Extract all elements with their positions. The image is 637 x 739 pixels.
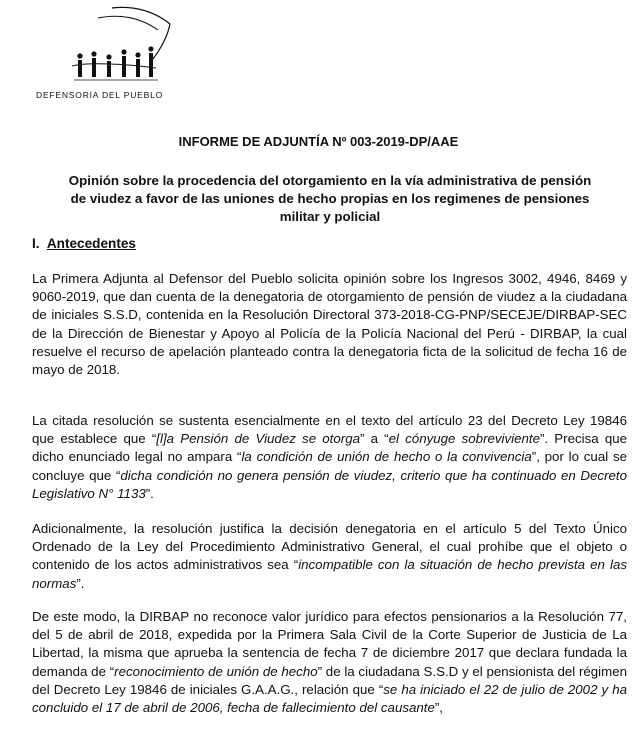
quoted-text: [l]a Pensión de Viudez se otorga (156, 431, 360, 447)
paragraph-text: ”, por lo cual se concluye que “ (32, 449, 627, 483)
paragraph-3 (32, 520, 627, 593)
quoted-text: la condición de unión de hecho o la convivencia (241, 449, 532, 465)
paragraph-1 (32, 270, 627, 379)
quoted-text: el cónyuge sobreviviente (388, 431, 540, 447)
paragraph-2 (32, 412, 627, 503)
report-subtitle: Opinión sobre la procedencia del otorgamiento en la vía administrativa de pensión de viudez a favor de las uniones de hecho propias en los regimenes de pensiones militar y policial (68, 173, 592, 224)
section-heading (32, 236, 136, 251)
paragraph-text: La citada resolución se sustenta esencialmente en el texto del artículo 23 del Decreto Ley 19846 que establece que “ (32, 413, 627, 447)
quoted-text: reconocimiento de unión de hecho (114, 663, 318, 679)
paragraph-text: ”, (434, 700, 443, 716)
report-title: INFORME DE ADJUNTÍA Nº 003-2019-DP/AAE (178, 134, 459, 149)
quoted-text: dicha condición no genera pensión de viudez, criterio que ha continuado en Decreto Legislativo N° 1133 (32, 467, 627, 501)
paragraph-text: ”. (76, 575, 85, 591)
paragraph-4 (32, 608, 627, 717)
defensoria-logo (36, 4, 176, 104)
paragraph-text: De este modo, la DIRBAP no reconoce valor jurídico para efectos pensionarios a la Resolución 77, del 5 de abril de 2018, expedida por la Primera Sala Civil de la Corte Superior de Justicia de La Libertad, la misma que aprueba la sentencia de fecha 7 de diciembre 2017 que declara fundada la demanda de “ (32, 609, 627, 679)
paragraph-text: La Primera Adjunta al Defensor del Pueblo solicita opinión sobre los Ingresos 3002, 4946, 8469 y 9060-2019, que dan cuenta de la denegatoria de otorgamiento de pensión de viudez a la ciudadana de iniciales S.S.D, contenida en la Resolución Directoral 373-2018-CG-PNP/SECEJE/DIRBAP-SEC de la Dirección de Bienestar y Apoyo al Policía de la Policía Nacional del Perú - DIRBAP, la cual resuelve el recurso de apelación planteado contra la denegatoria ficta de la solicitud de fecha 16 de mayo de 2018. (32, 271, 627, 378)
organization-name: DEFENSORIA DEL PUEBLO (36, 90, 164, 100)
quoted-text: incompatible con la situación de hecho prevista en las normas (32, 557, 628, 591)
quoted-text: se ha iniciado el 22 de julio de 2002 y ha concluido el 17 de abril de 2006, fecha de fallecimiento del causante (32, 681, 627, 716)
defensoria-emblem-icon (58, 4, 176, 86)
section-label: Antecedentes (46, 236, 136, 251)
paragraph-text: ” a “ (359, 431, 389, 447)
section-number: I. (32, 236, 40, 251)
paragraph-text: ” de la ciudadana S.S.D y el pensionista del régimen del Decreto Ley 19846 de iniciales G.A.A.G., relación que “ (32, 663, 628, 697)
paragraph-text: Adicionalmente, la resolución justifica la decisión denegatoria en el artículo 5 del Texto Único Ordenado de la Ley del Procedimiento Administrativo General, el cual prohíbe que el objeto o contenido de los actos administrativos sea “ (32, 521, 627, 573)
paragraph-text: ”. (145, 485, 154, 501)
paragraph-text: ”. Precisa que dicho enunciado legal no ampara “ (32, 431, 628, 465)
